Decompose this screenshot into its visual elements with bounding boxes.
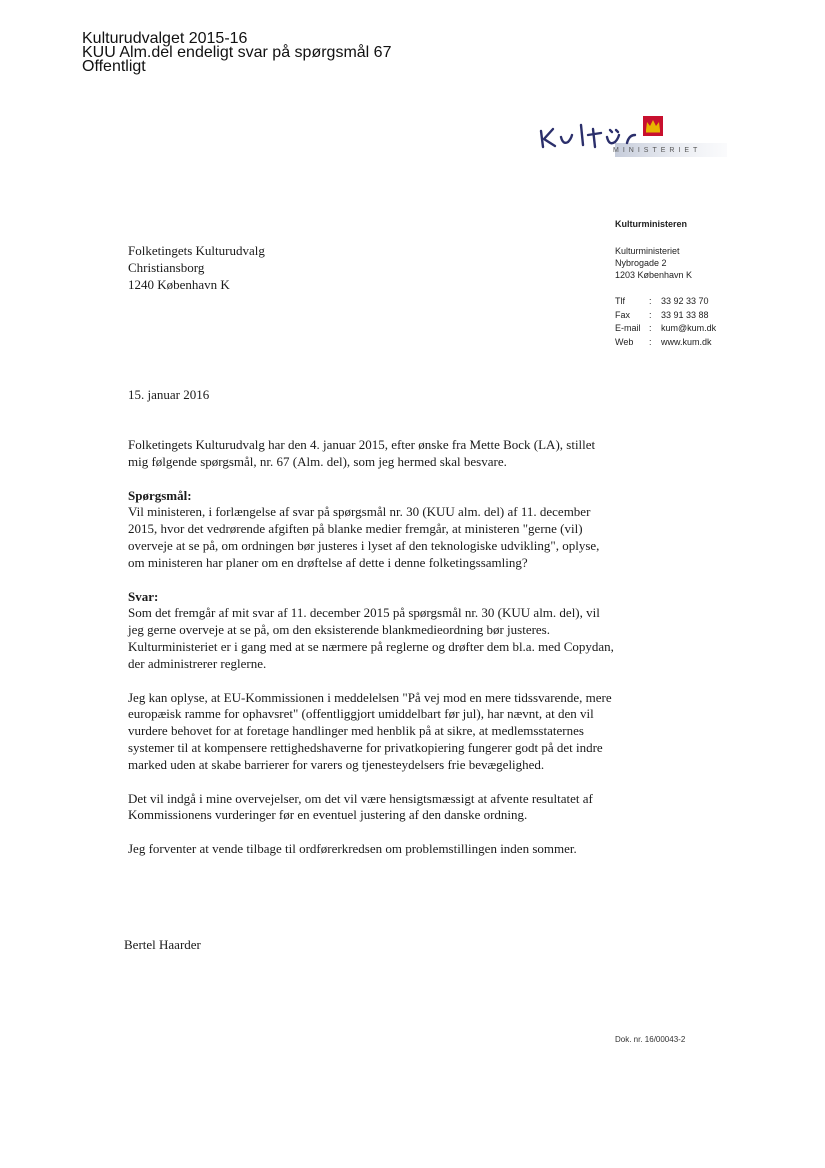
intro-paragraph: Folketingets Kulturudvalg har den 4. januar 2015, efter ønske fra Mette Bock (LA), stillet mig følgende spørgsmål, nr. 67 (Alm. del), som jeg hermed skal besvare.	[128, 437, 596, 469]
document-reference-line: KUU Alm.del endeligt svar på spørgsmål 67	[82, 44, 392, 61]
document-header	[82, 32, 391, 74]
recipient-city: 1240 København K	[128, 277, 230, 292]
contact-separator: :	[649, 296, 652, 306]
sender-address	[615, 245, 716, 281]
contact-label: Fax	[615, 309, 631, 320]
document-number: Dok. nr. 16/00043-2	[615, 1035, 686, 1044]
contact-value: kum@kum.dk	[661, 323, 717, 333]
recipient-address	[128, 242, 265, 293]
sender-org: Kulturministeriet	[615, 246, 680, 256]
ministry-logo	[537, 113, 727, 161]
contact-row-email	[615, 322, 716, 336]
signature-name: Bertel Haarder	[124, 937, 201, 952]
contact-value: 33 92 33 70	[661, 296, 709, 306]
recipient-building: Christiansborg	[128, 260, 205, 275]
sender-city: 1203 København K	[615, 270, 693, 280]
contact-label: Tlf	[615, 296, 625, 306]
contact-list	[615, 295, 716, 349]
contact-label: E-mail	[615, 323, 641, 333]
contact-row-fax	[615, 309, 716, 323]
contact-separator: :	[649, 336, 652, 347]
letter-date: 15. januar 2016	[128, 387, 210, 402]
contact-label: Web	[615, 336, 634, 347]
question-paragraph: Vil ministeren, i forlængelse af svar på spørgsmål nr. 30 (KUU alm. del) af 11. december 2015, hvor det vedrørende afgiften på blanke medier fremgår, at ministeren "gerne (vil) overveje at se på, om ordningen bør justeres i lyset af den teknologiske udvikling", oplyse, om ministeren har planer om en drøftelse af dette i denne folketingssamling?	[128, 504, 600, 570]
contact-row-phone	[615, 295, 716, 309]
sender-block	[615, 219, 716, 349]
answer-paragraph: Jeg kan oplyse, at EU-Kommissionen i meddelelsen "På vej mod en mere tidssvarende, mere europæisk ramme for ophavsret" (offentliggjort umiddelbart før jul), har nævnt, at den vil vurdere behovet for at foretage handlinger med henblik på at sikre, at medlemsstaternes systemer til at kompensere rettighedshaverne for privatkopiering fungerer godt på det indre marked uden at skabe barrierer for varers og tjenesteydelsers frie bevægelighed.	[128, 689, 612, 772]
answer-paragraph: Jeg forventer at vende tilbage til ordførerkredsen om problemstillingen inden sommer.	[128, 841, 577, 857]
recipient-name: Folketingets Kulturudvalg	[128, 243, 265, 258]
contact-value: 33 91 33 88	[661, 309, 709, 320]
question-heading: Spørgsmål:	[128, 487, 192, 503]
letter-body	[128, 437, 618, 858]
contact-value: www.kum.dk	[661, 336, 712, 347]
sender-title: Kulturministeren	[615, 219, 688, 229]
answer-paragraph: Som det fremgår af mit svar af 11. december 2015 på spørgsmål nr. 30 (KUU alm. del), vil jeg gerne overveje at se på, om den eksisterende blankmedieordning bør justeres. Kulturministeriet er i gang med at se nærmere på reglerne og drøfter dem bl.a. med Copydan, der administrerer reglerne.	[128, 605, 614, 671]
answer-paragraph: Det vil indgå i mine overvejelser, om det vil være hensigtsmæssigt at afvente resultatet af Kommissionens vurderinger før en eventuel justering af den danske ordning.	[128, 790, 593, 823]
contact-separator: :	[649, 323, 652, 333]
contact-row-web	[615, 336, 716, 350]
contact-separator: :	[649, 309, 652, 320]
crown-icon	[643, 116, 663, 136]
committee-line: Kulturudvalget 2015-16	[82, 30, 248, 47]
logo-subtitle: MINISTERIET	[613, 147, 702, 154]
sender-street: Nybrogade 2	[615, 258, 667, 268]
answer-heading: Svar:	[128, 588, 159, 604]
public-status-line: Offentligt	[82, 58, 146, 75]
